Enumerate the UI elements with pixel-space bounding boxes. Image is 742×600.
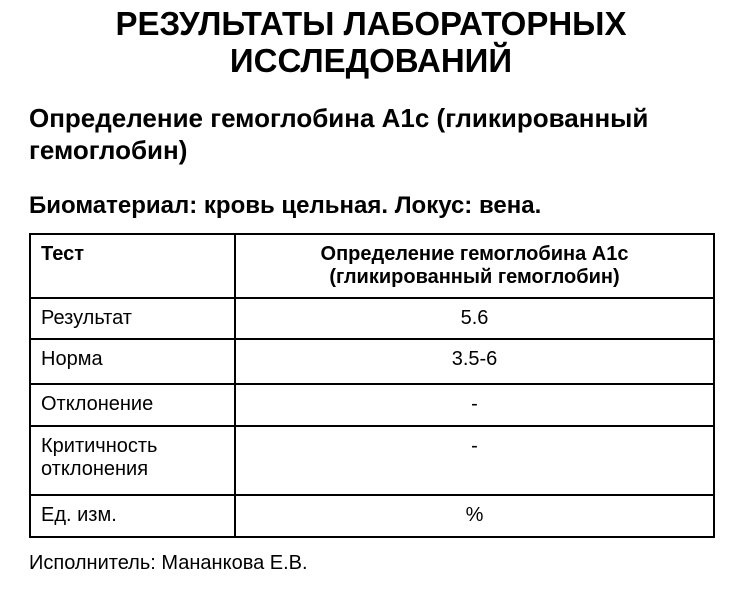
test-name-heading: Определение гемоглобина A1c (гликированный гемоглобин) (29, 102, 649, 165)
row-label: Критичность отклонения (30, 426, 235, 495)
test-column-header: Тест (30, 234, 235, 298)
row-value: % (235, 495, 714, 537)
table-row-unit (30, 495, 714, 537)
table-header-row (30, 234, 714, 298)
executor-line: Исполнитель: Мананкова Е.В. (29, 552, 308, 575)
table-row-norm (30, 339, 714, 384)
results-table (29, 233, 715, 538)
row-value: - (235, 426, 714, 495)
row-value: 3.5-6 (235, 339, 714, 384)
biomaterial-line: Биоматериал: кровь цельная. Локус: вена. (29, 192, 542, 220)
table-row-deviation (30, 384, 714, 426)
test-name-header-text: Определение гемоглобина A1c (гликированный гемоглобин) (320, 243, 629, 289)
row-label: Норма (30, 339, 235, 384)
row-value: 5.6 (235, 298, 714, 339)
test-name-header-cell (235, 234, 714, 298)
row-label: Ед. изм. (30, 495, 235, 537)
table-row-result (30, 298, 714, 339)
table-row-criticality (30, 426, 714, 495)
row-label: Результат (30, 298, 235, 339)
row-label: Отклонение (30, 384, 235, 426)
document-title: РЕЗУЛЬТАТЫ ЛАБОРАТОРНЫХ ИССЛЕДОВАНИЙ (115, 5, 627, 79)
row-value: - (235, 384, 714, 426)
